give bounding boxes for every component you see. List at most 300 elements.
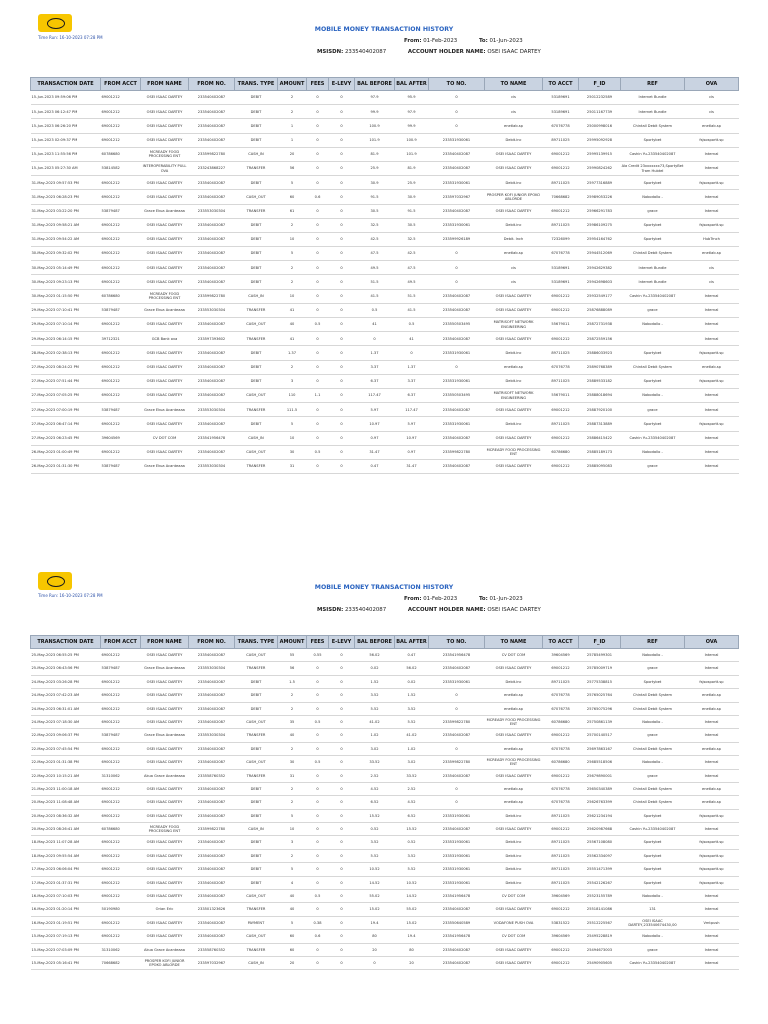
cell-to-no: 233540402087 [429,903,485,916]
cell-from-name: OSEI ISAAC DARTEY [141,346,189,360]
cell-e-levy: 0 [329,147,355,161]
cell-to-no: 233550503495 [429,388,485,402]
cell-to-acct: 69001212 [543,332,579,346]
cell-bal-before: 99.9 [355,105,395,119]
cell-bal-after: 25.9 [395,176,429,190]
cell-fees: 0 [307,809,329,822]
cell-e-levy: 0 [329,374,355,388]
cell-ref: grace [621,459,685,473]
cell-from-acct: 69001212 [101,176,141,190]
cell-amount: 56 [278,662,307,675]
report-title: MOBILE MONEY TRANSACTION HISTORY [314,26,454,33]
cell-to-acct: 89711025 [543,218,579,232]
cell-trans-type: CASH_IN [235,289,278,303]
cell-ova: fsjsosportt.sp [685,417,739,431]
cell-ref: Chintall Debit System [621,689,685,702]
transactions-table [30,77,739,474]
column-header-amount: AMOUNT [278,78,307,91]
cell-ova: Internal [685,289,739,303]
to-value: 01-Jun-2023 [489,596,523,602]
cell-trans-type: CASH_IN [235,956,278,969]
cell-to-no: 233540402087 [429,161,485,175]
table-row [31,836,739,849]
cell-to-name: enetlab.sp [485,119,543,133]
cell-fees: 0 [307,742,329,755]
table-body [31,649,739,970]
cell-fees: 0 [307,403,329,417]
cell-from-no: 233553030304 [189,303,235,317]
cell-to-name: cis [485,275,543,289]
cell-ova: cis [685,261,739,275]
cell-ova: Internal [685,147,739,161]
cell-f-id: 25679890001 [579,769,621,782]
cell-to-acct: 67076778 [543,742,579,755]
cell-f-id: 25000998016 [579,119,621,133]
cell-ova: Internal [685,715,739,728]
cell-e-levy: 0 [329,161,355,175]
cell-trans-type: DEBIT [235,218,278,232]
cell-to-name: enetlab.sp [485,796,543,809]
cell-from-no: 233540402087 [189,318,235,332]
cell-amount: 10 [278,431,307,445]
cell-bal-after: 31.47 [395,459,429,473]
cell-from-no: 233540402087 [189,261,235,275]
cell-ref: Chintall Debit System [621,742,685,755]
cell-from-acct: 69001212 [101,318,141,332]
cell-ova: enetlab.sp [685,360,739,374]
date-range [404,38,543,44]
cell-fees: 0 [307,303,329,317]
cell-transaction-date: 31-May-2023 03:22:20 PM [31,204,101,218]
cell-to-name: Debit.inc [485,176,543,190]
cell-ova: Internal [685,756,739,769]
cell-from-acct: 69001212 [101,417,141,431]
table-row [31,756,739,769]
cell-bal-before: 3.37 [355,360,395,374]
cell-to-no: 233550503495 [429,318,485,332]
cell-from-acct: 39604569 [101,431,141,445]
cell-from-name: OSEI ISAAC DARTEY [141,318,189,332]
cell-to-acct: 67076778 [543,360,579,374]
cell-ova: Internal [685,445,739,459]
account-info [317,607,561,613]
cell-trans-type: DEBIT [235,346,278,360]
cell-transaction-date: 24-May-2023 07:18:30 AM [31,715,101,728]
cell-from-name: OSEI ISAAC DARTEY [141,119,189,133]
cell-bal-before: 41.5 [355,289,395,303]
cell-f-id: 25551471399 [579,863,621,876]
column-header-to-acct: TO ACCT [543,636,579,649]
cell-bal-before: 91.5 [355,190,395,204]
cell-f-id: 25890768389 [579,360,621,374]
cell-f-id: 25942698603 [579,275,621,289]
cell-f-id: 25567108080 [579,836,621,849]
cell-e-levy: 0 [329,756,355,769]
cell-to-name: enetlab.sp [485,247,543,261]
cell-to-name: OSEI ISAAC DARTEY [485,769,543,782]
cell-e-levy: 0 [329,445,355,459]
cell-transaction-date: 27-May-2023 07:00:19 PM [31,403,101,417]
cell-bal-after: 30.9 [395,190,429,204]
cell-bal-after: 10.97 [395,431,429,445]
cell-e-levy: 0 [329,218,355,232]
cell-to-no: 0 [429,247,485,261]
cell-bal-after: 0.97 [395,445,429,459]
cell-bal-after: 97.9 [395,105,429,119]
cell-e-levy: 0 [329,943,355,956]
cell-ova: fsjsosportt.sp [685,374,739,388]
cell-to-no: 233531930061 [429,417,485,431]
cell-trans-type: DEBIT [235,876,278,889]
cell-to-name: Debit.inc [485,849,543,862]
cell-ref: Sportybet [621,809,685,822]
cell-ova: Internal [685,190,739,204]
cell-e-levy: 0 [329,796,355,809]
cell-from-name: OSEI ISAAC DARTEY [141,105,189,119]
column-header-bal-after: BAL AFTER [395,636,429,649]
cell-transaction-date: 30-May-2023 09:32:02 PM [31,247,101,261]
column-header-fees: FEES [307,636,329,649]
cell-fees: 0.5 [307,715,329,728]
cell-amount: 2 [278,218,307,232]
cell-from-no: 233540402087 [189,346,235,360]
cell-to-name: Debit.inc [485,346,543,360]
cell-to-acct: 67076778 [543,119,579,133]
cell-bal-after: 1.37 [395,360,429,374]
cell-transaction-date: 25-May-2023 06:43:56 PM [31,662,101,675]
cell-transaction-date: 26-May-2023 01:31:30 PM [31,459,101,473]
cell-e-levy: 0 [329,823,355,836]
cell-to-acct: 69001212 [543,161,579,175]
cell-from-no: 233553030304 [189,662,235,675]
cell-from-name: Orian Eric [141,903,189,916]
cell-bal-after: 6.52 [395,809,429,822]
cell-from-acct: 69001212 [101,445,141,459]
cell-fees: 0 [307,675,329,688]
cell-to-acct: 69001212 [543,903,579,916]
cell-f-id: 25685518506 [579,756,621,769]
cell-to-name: Debit.inc [485,133,543,147]
cell-to-name: OSEI ISAAC DARTEY [485,903,543,916]
cell-ref: Chintall Debit System [621,702,685,715]
cell-transaction-date: 16-May-2023 01:19:51 PM [31,916,101,929]
cell-from-acct: 69001212 [101,374,141,388]
cell-to-no: 0 [429,796,485,809]
cell-bal-before: 2.52 [355,769,395,782]
cell-fees: 0 [307,360,329,374]
cell-fees: 0 [307,261,329,275]
to-label: To: [478,596,488,602]
cell-to-no: 233597032967 [429,190,485,204]
cell-ova: Internal [685,769,739,782]
cell-ref: Cashin Yu-233540402087 [621,431,685,445]
cell-bal-after: 0.47 [395,649,429,662]
cell-ova: Internal [685,943,739,956]
cell-to-name: CV DOT COM [485,649,543,662]
cell-bal-before: 81.9 [355,147,395,161]
column-header-bal-before: BAL BEFORE [355,78,395,91]
cell-to-name: MCREADY FOOD PROCESSING ENT [485,445,543,459]
cell-ref: grace [621,662,685,675]
cell-from-name: Grace Ekua Acanteaaa [141,729,189,742]
cell-from-name: OSEI ISAAC DARTEY [141,916,189,929]
cell-from-acct: 69001212 [101,190,141,204]
cell-from-name: OSEI ISAAC DARTEY [141,275,189,289]
cell-from-acct: 50190980 [101,903,141,916]
transactions-table [30,635,739,970]
cell-fees: 0 [307,863,329,876]
cell-from-name: OSEI ISAAC DARTEY [141,876,189,889]
cell-ref: Cashin Yu-233540402087 [621,823,685,836]
cell-fees: 0 [307,417,329,431]
cell-to-acct: 89711025 [543,346,579,360]
cell-bal-before: 31.47 [355,445,395,459]
cell-f-id: 25977316889 [579,176,621,190]
cell-from-name: OSEI ISAAC DARTEY [141,218,189,232]
cell-transaction-date: 22-May-2023 07:45:54 PM [31,742,101,755]
cell-to-no: 233540402087 [429,403,485,417]
cell-to-no: 0 [429,91,485,105]
table-row [31,346,739,360]
cell-transaction-date: 30-May-2023 05:14:49 PM [31,261,101,275]
cell-from-no: 233540402087 [189,742,235,755]
cell-transaction-date: 31-May-2023 09:58:21 AM [31,218,101,232]
cell-f-id: 25885189173 [579,445,621,459]
cell-bal-after: 95.9 [395,91,429,105]
cell-to-no: 233599822780 [429,715,485,728]
cell-to-acct: 53189691 [543,91,579,105]
cell-ref: Sportybet [621,346,685,360]
cell-to-acct: 39604569 [543,649,579,662]
table-row [31,943,739,956]
cell-ova: fsjsosportt.sp [685,176,739,190]
cell-ova: enetlab.sp [685,796,739,809]
cell-amount: 41 [278,303,307,317]
cell-fees: 1.1 [307,388,329,402]
msisdn-value: 233540402087 [345,607,387,613]
cell-from-acct: 69001212 [101,796,141,809]
cell-bal-before: 47.5 [355,247,395,261]
cell-bal-after: 1.52 [395,689,429,702]
cell-from-acct: 53879487 [101,459,141,473]
cell-bal-before: 97.9 [355,91,395,105]
cell-from-name: OSEI ISAAC DARTEY [141,417,189,431]
cell-e-levy: 0 [329,836,355,849]
cell-bal-before: 0 [355,956,395,969]
cell-trans-type: DEBIT [235,702,278,715]
cell-ova: cis [685,91,739,105]
cell-from-name: Grace Ekua Acanteaaa [141,662,189,675]
cell-f-id: 25620987668 [579,823,621,836]
cell-bal-after: 51.5 [395,289,429,303]
cell-amount: 60 [278,943,307,956]
cell-transaction-date: 17-May-2023 06:06:04 PM [31,863,101,876]
cell-e-levy: 0 [329,689,355,702]
cell-to-name: OSEI ISAAC DARTEY [485,459,543,473]
cell-fees: 0 [307,218,329,232]
cell-to-no: 0 [429,119,485,133]
cell-from-name: Grace Ekua Acanteaaa [141,204,189,218]
table-row [31,289,739,303]
cell-trans-type: TRANSFER [235,459,278,473]
cell-ref: Sportybet [621,232,685,246]
cell-transaction-date: 27-May-2023 08:24:22 PM [31,360,101,374]
cell-amount: 1.5 [278,675,307,688]
cell-trans-type: TRANSFER [235,204,278,218]
table-row [31,445,739,459]
table-row [31,232,739,246]
cell-bal-after: 91.5 [395,204,429,218]
cell-from-name: OSEI ISAAC DARTEY [141,796,189,809]
column-header-from-name: FROM NAME [141,78,189,91]
cell-from-name: OSEI ISAAC DARTEY [141,715,189,728]
cell-from-name: OSEI ISAAC DARTEY [141,261,189,275]
cell-from-no: 233540402087 [189,702,235,715]
cell-e-levy: 0 [329,876,355,889]
cell-trans-type: DEBIT [235,836,278,849]
cell-ref: Nobodallo - [621,890,685,903]
cell-to-name: MATRISOFT NETWORK ENGINEERING [485,318,543,332]
table-row [31,403,739,417]
cell-from-acct: 60786680 [101,823,141,836]
cell-ova: enetlab.sp [685,119,739,133]
cell-trans-type: TRANSFER [235,403,278,417]
table-row [31,459,739,473]
cell-from-name: OSEI ISAAC DARTEY [141,742,189,755]
cell-bal-before: 51.5 [355,275,395,289]
cell-to-name: Debit.inc [485,836,543,849]
cell-ref: Chintall Debit System [621,247,685,261]
cell-to-name: Debit.inc [485,876,543,889]
cell-ref: Sportybet [621,863,685,876]
cell-ova: Internal [685,649,739,662]
cell-amount: 2 [278,782,307,795]
cell-from-no: 233540402087 [189,232,235,246]
cell-bal-after: 56.02 [395,662,429,675]
cell-to-name: OSEI ISAAC DARTEY [485,823,543,836]
cell-to-acct: 89711025 [543,836,579,849]
cell-to-no: 233531930061 [429,876,485,889]
cell-to-acct: 69001212 [543,204,579,218]
cell-amount: 5 [278,417,307,431]
holder-value: OSEI ISAAC DARTEY [487,49,541,55]
cell-ref: grace [621,943,685,956]
cell-bal-after: 3.37 [395,374,429,388]
cell-transaction-date: 20-May-2023 11:08:48 AM [31,796,101,809]
cell-from-acct: 69001212 [101,930,141,943]
cell-trans-type: TRANSFER [235,332,278,346]
cell-f-id: 25887313889 [579,417,621,431]
column-header-to-acct: TO ACCT [543,78,579,91]
cell-transaction-date: 30-May-2023 09:23:13 PM [31,275,101,289]
cell-trans-type: DEBIT [235,105,278,119]
cell-ova: enetlab.sp [685,689,739,702]
cell-ref: Nobodallo - [621,445,685,459]
cell-f-id: 25989053226 [579,190,621,204]
cell-to-name: OSEI ISAAC DARTEY [485,303,543,317]
cell-ref: Sportybet [621,836,685,849]
date-range [404,596,543,602]
cell-to-acct: 69001212 [543,147,579,161]
cell-ref: Sportybet [621,374,685,388]
column-header-fees: FEES [307,78,329,91]
to-label: To: [478,38,488,44]
cell-transaction-date: 29-May-2023 07:10:14 PM [31,318,101,332]
cell-from-no: 233540402087 [189,849,235,862]
cell-e-levy: 0 [329,675,355,688]
cell-trans-type: CASH_OUT [235,890,278,903]
table-row [31,729,739,742]
cell-f-id: 25944512069 [579,247,621,261]
cell-from-no: 233540402087 [189,176,235,190]
table-row [31,133,739,147]
cell-from-no: 233540402087 [189,876,235,889]
cell-bal-before: 1.52 [355,675,395,688]
cell-from-acct: 69001212 [101,346,141,360]
cell-amount: 5 [278,916,307,929]
table-row [31,715,739,728]
cell-to-no: 233540402087 [429,303,485,317]
cell-from-name: CV DOT COM [141,431,189,445]
cell-bal-before: 19.4 [355,916,395,929]
cell-bal-before: 14.52 [355,876,395,889]
cell-amount: 20 [278,956,307,969]
cell-to-no: 233531930061 [429,863,485,876]
cell-fees: 0 [307,232,329,246]
column-header-to-no: TO NO. [429,636,485,649]
cell-amount: 10 [278,289,307,303]
cell-to-acct: 55679011 [543,388,579,402]
cell-ref: Nobodallo - [621,388,685,402]
cell-ova: enetlab.sp [685,702,739,715]
cell-fees: 0 [307,247,329,261]
column-header-ref: REF [621,78,685,91]
cell-trans-type: DEBIT [235,742,278,755]
cell-to-acct: 89711025 [543,863,579,876]
cell-from-name: OSEI ISAAC DARTEY [141,649,189,662]
cell-fees: 0 [307,161,329,175]
cell-e-levy: 0 [329,742,355,755]
table-row [31,190,739,204]
cell-f-id: 25886033923 [579,346,621,360]
cell-amount: 55 [278,649,307,662]
cell-bal-before: 0 [355,332,395,346]
cell-to-acct: 53189691 [543,105,579,119]
cell-to-no: 233540402087 [429,662,485,675]
account-info [317,49,561,55]
cell-fees: 0 [307,956,329,969]
table-row [31,91,739,105]
cell-bal-after: 41 [395,332,429,346]
cell-bal-after: 3.02 [395,756,429,769]
cell-from-name: OSEI ISAAC DARTEY [141,756,189,769]
cell-ova: enetlab.sp [685,247,739,261]
cell-to-name: Debit.inc [485,417,543,431]
cell-ova: Internal [685,431,739,445]
cell-ref: Nobodallo - [621,190,685,204]
cell-bal-after: 1.02 [395,742,429,755]
cell-e-levy: 0 [329,715,355,728]
cell-ova: Internal [685,729,739,742]
cell-f-id: 25523155789 [579,890,621,903]
cell-to-acct: 69001212 [543,459,579,473]
from-label: From: [404,596,422,602]
cell-to-no: 233531930061 [429,218,485,232]
msisdn-value: 233540402087 [345,49,387,55]
column-header-from-no: FROM NO. [189,636,235,649]
cell-to-name: enetlab.sp [485,742,543,755]
table-row [31,119,739,133]
